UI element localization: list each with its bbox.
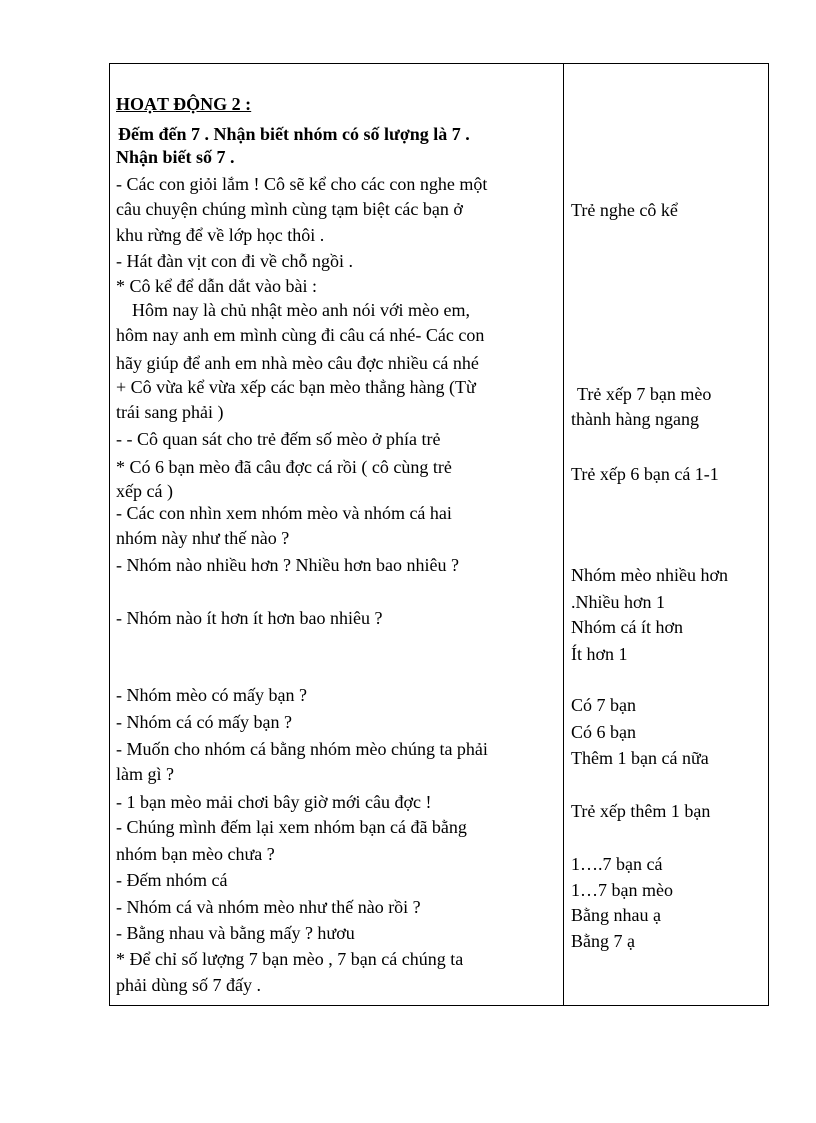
teacher-line: - Các con giỏi lắm ! Cô sẽ kể cho các con nghe một xyxy=(116,174,488,194)
teacher-line: nhóm này như thế nào ? xyxy=(116,528,290,548)
teacher-line: trái sang phải ) xyxy=(116,402,224,422)
teacher-line: - - Cô quan sát cho trẻ đếm số mèo ở phía trẻ xyxy=(116,429,441,449)
child-line: Thêm 1 bạn cá nữa xyxy=(571,748,709,768)
child-line: Có 7 bạn xyxy=(571,695,636,715)
child-line: Trẻ xếp thêm 1 bạn xyxy=(571,801,711,821)
child-line: Bằng 7 ạ xyxy=(571,931,635,951)
activity-heading: HOẠT ĐỘNG 2 : xyxy=(116,94,252,114)
child-line: 1…7 bạn mèo xyxy=(571,880,673,900)
child-line: Ít hơn 1 xyxy=(571,644,628,664)
teacher-line: nhóm bạn mèo chưa ? xyxy=(116,844,275,864)
teacher-line: Hôm nay là chủ nhật mèo anh nói với mèo em, xyxy=(132,300,470,320)
teacher-line: * Cô kể để dẫn dắt vào bài : xyxy=(116,276,317,296)
teacher-line: - Nhóm cá và nhóm mèo như thế nào rồi ? xyxy=(116,897,421,917)
teacher-line: phải dùng số 7 đấy . xyxy=(116,975,261,995)
teacher-line: - Đếm nhóm cá xyxy=(116,870,228,890)
teacher-line: * Để chỉ số lượng 7 bạn mèo , 7 bạn cá chúng ta xyxy=(116,949,464,969)
child-line: Có 6 bạn xyxy=(571,722,636,742)
teacher-line: làm gì ? xyxy=(116,764,174,784)
child-line: Trẻ nghe cô kể xyxy=(571,200,678,220)
child-line: Nhóm cá ít hơn xyxy=(571,617,683,637)
child-line: 1….7 bạn cá xyxy=(571,854,663,874)
child-line: .Nhiều hơn 1 xyxy=(571,592,666,612)
activity-subheading-2: Nhận biết số 7 . xyxy=(116,147,235,167)
column-divider xyxy=(563,63,564,1006)
child-line: Nhóm mèo nhiều hơn xyxy=(571,565,728,585)
teacher-line: - Nhóm cá có mấy bạn ? xyxy=(116,712,292,732)
teacher-line: * Có 6 bạn mèo đã câu đợc cá rồi ( cô cùng trẻ xyxy=(116,457,452,477)
child-line: Trẻ xếp 6 bạn cá 1-1 xyxy=(571,464,719,484)
teacher-line: - Nhóm mèo có mấy bạn ? xyxy=(116,685,307,705)
child-line: Trẻ xếp 7 bạn mèo xyxy=(577,384,712,404)
teacher-line: câu chuyện chúng mình cùng tạm biệt các bạn ở xyxy=(116,199,463,219)
child-line: Bằng nhau ạ xyxy=(571,905,661,925)
teacher-line: - Chúng mình đếm lại xem nhóm bạn cá đã bằng xyxy=(116,817,467,837)
teacher-line: - 1 bạn mèo mải chơi bây giờ mới câu đợc ! xyxy=(116,792,432,812)
teacher-line: hôm nay anh em mình cùng đi câu cá nhé- Các con xyxy=(116,325,485,345)
teacher-line: - Muốn cho nhóm cá bằng nhóm mèo chúng ta phải xyxy=(116,739,488,759)
teacher-line: - Nhóm nào nhiều hơn ? Nhiều hơn bao nhiêu ? xyxy=(116,555,459,575)
teacher-line: - Nhóm nào ít hơn ít hơn bao nhiêu ? xyxy=(116,608,383,628)
teacher-line: + Cô vừa kể vừa xếp các bạn mèo thẳng hàng (Từ xyxy=(116,377,476,397)
teacher-line: hãy giúp để anh em nhà mèo câu đợc nhiều cá nhé xyxy=(116,353,479,373)
teacher-line: - Hát đàn vịt con đi về chỗ ngồi . xyxy=(116,251,353,271)
teacher-line: - Các con nhìn xem nhóm mèo và nhóm cá hai xyxy=(116,503,452,523)
teacher-line: xếp cá ) xyxy=(116,481,173,501)
child-line: thành hàng ngang xyxy=(571,409,699,429)
teacher-line: khu rừng để về lớp học thôi . xyxy=(116,225,325,245)
activity-subheading: Đếm đến 7 . Nhận biết nhóm có số lượng là 7 . xyxy=(118,124,470,144)
teacher-line: - Bằng nhau và bằng mấy ? hươu xyxy=(116,923,355,943)
